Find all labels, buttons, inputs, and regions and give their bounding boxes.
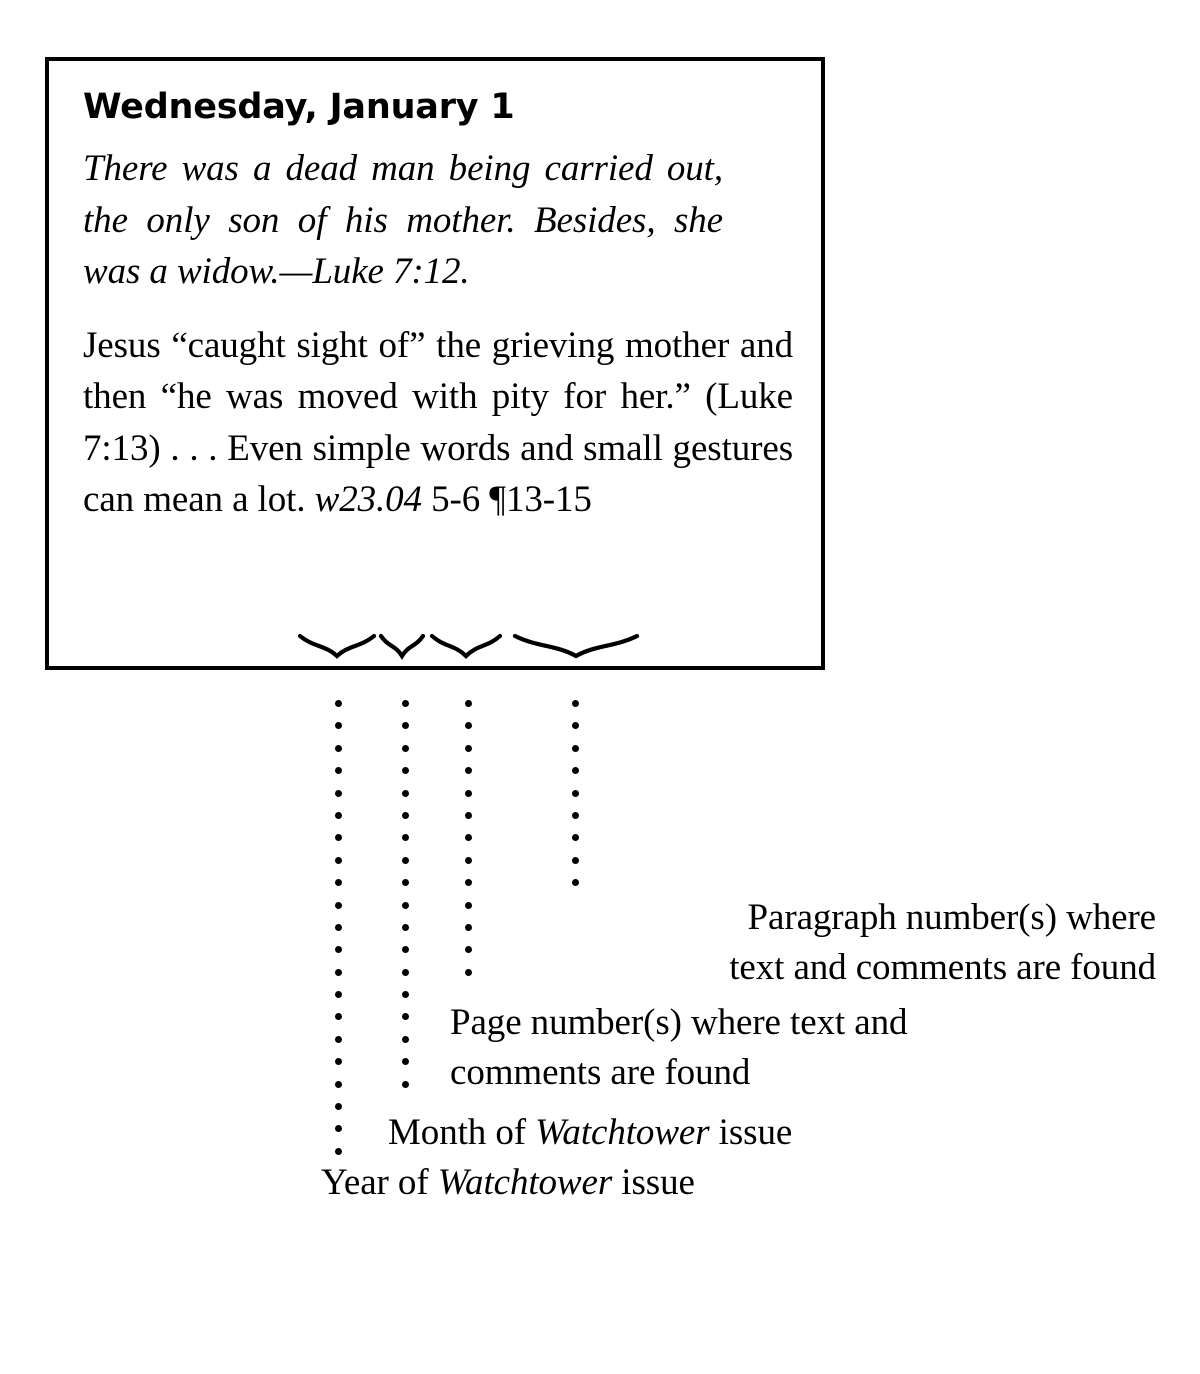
leader-dot: [402, 1081, 409, 1088]
leader-dot: [465, 722, 472, 729]
leader-dot: [402, 722, 409, 729]
leader-dot: [572, 879, 579, 886]
legend-page-line1: Page number(s) where text and: [450, 1002, 908, 1043]
date-heading: Wednesday, January 1: [83, 87, 515, 127]
leader-dot: [402, 969, 409, 976]
leader-dot: [465, 790, 472, 797]
leader-pages: [465, 700, 472, 991]
legend-month-suffix: issue: [709, 1112, 793, 1153]
comment-paragraph: [83, 320, 793, 526]
legend-year-suffix: issue: [612, 1162, 695, 1203]
legend-year-prefix: Year of: [321, 1162, 438, 1203]
leader-dot: [465, 924, 472, 931]
leader-dot: [402, 857, 409, 864]
leader-dot: [335, 745, 342, 752]
legend-page-line2: comments are found: [450, 1052, 751, 1093]
leader-dot: [465, 902, 472, 909]
leader-dot: [335, 790, 342, 797]
leader-dot: [572, 812, 579, 819]
leader-dot: [465, 700, 472, 707]
leader-dot: [335, 1036, 342, 1043]
leader-dot: [572, 700, 579, 707]
leader-dot: [335, 767, 342, 774]
leader-dot: [465, 745, 472, 752]
leader-dot: [335, 1081, 342, 1088]
daily-text-box: [45, 57, 825, 670]
leader-dot: [402, 767, 409, 774]
leader-dot: [572, 857, 579, 864]
comment-body: Jesus “caught sight of” the grieving mother and then “he was moved with pity for her.” (Luke 7:13) . . . Even simple words and small gestures can mean a lot.: [83, 324, 793, 520]
legend-year: [321, 1158, 695, 1208]
leader-dot: [402, 834, 409, 841]
leader-dot: [335, 1125, 342, 1132]
citation-publication-code: w23.04: [314, 479, 422, 520]
leader-dot: [465, 969, 472, 976]
leader-dot: [335, 1013, 342, 1020]
legend-month-publication: Watchtower: [535, 1112, 710, 1153]
legend-year-publication: Watchtower: [437, 1162, 613, 1203]
leader-dot: [335, 857, 342, 864]
leader-dot: [335, 924, 342, 931]
scripture-quotation: There was a dead man being carried out, the only son of his mother. Besides, she was a widow.—Luke 7:12.: [83, 148, 723, 292]
legend-paragraph-line1: Paragraph number(s) where: [747, 897, 1156, 938]
leader-dot: [335, 812, 342, 819]
leader-dot: [402, 902, 409, 909]
leader-dot: [402, 1013, 409, 1020]
leader-dot: [402, 700, 409, 707]
leader-dot: [402, 946, 409, 953]
leader-dot: [402, 1058, 409, 1065]
leader-dot: [335, 879, 342, 886]
leader-dot: [335, 834, 342, 841]
leader-dot: [335, 902, 342, 909]
leader-dot: [572, 745, 579, 752]
leader-dot: [402, 991, 409, 998]
leader-dot: [335, 946, 342, 953]
leader-dot: [465, 812, 472, 819]
leader-dot: [335, 722, 342, 729]
leader-month: [402, 700, 409, 1103]
leader-dot: [465, 767, 472, 774]
leader-dot: [335, 969, 342, 976]
legend-month: [388, 1108, 792, 1158]
leader-dot: [572, 834, 579, 841]
leader-dot: [335, 991, 342, 998]
legend-month-prefix: Month of: [388, 1112, 536, 1153]
leader-dot: [572, 790, 579, 797]
leader-dot: [335, 1148, 342, 1155]
leader-dot: [402, 812, 409, 819]
leader-dot: [572, 767, 579, 774]
leader-dot: [402, 924, 409, 931]
leader-dot: [572, 722, 579, 729]
leader-dot: [335, 700, 342, 707]
legend-paragraph-line2: text and comments are found: [729, 947, 1156, 988]
legend-page-number: [450, 998, 1090, 1098]
leader-year: [335, 700, 342, 1170]
leader-dot: [465, 946, 472, 953]
leader-dot: [402, 1036, 409, 1043]
leader-dot: [402, 745, 409, 752]
leader-dot: [402, 790, 409, 797]
leader-paragraph: [572, 700, 579, 902]
daily-text-content: [83, 85, 793, 526]
citation-page-and-paragraph: 5-6 ¶13-15: [421, 479, 592, 520]
leader-dot: [402, 879, 409, 886]
leader-dot: [335, 1103, 342, 1110]
legend-paragraph-number: [520, 893, 1156, 993]
leader-dot: [465, 857, 472, 864]
leader-dot: [465, 834, 472, 841]
leader-dot: [465, 879, 472, 886]
leader-dot: [335, 1058, 342, 1065]
